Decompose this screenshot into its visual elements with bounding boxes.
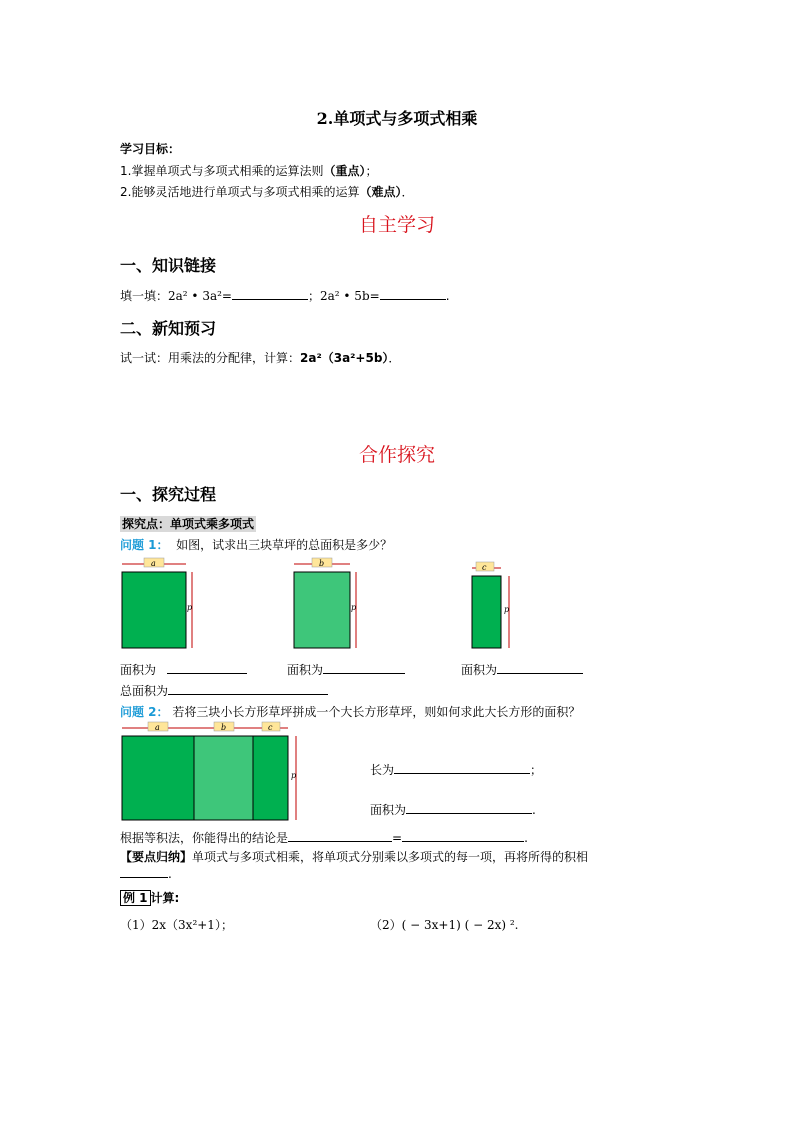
label-c2: c bbox=[268, 723, 273, 732]
question-1: 问题 1： 如图，试求出三块草坪的总面积是多少？ bbox=[120, 538, 393, 552]
objective-1: 1.掌握单项式与多项式相乘的运算法则（重点）； bbox=[120, 164, 378, 178]
lawn-rect-a bbox=[122, 572, 186, 648]
lawn-rect-c bbox=[472, 576, 501, 648]
page-title: 2.单项式与多项式相乘 bbox=[316, 109, 478, 128]
summary-line: 【要点归纳】单项式与多项式相乘，将单项式分别乘以多项式的每一项，再将所得的积相 bbox=[120, 850, 589, 864]
section-banner-cooperative: 合作探究 bbox=[358, 444, 435, 466]
process-heading: 一、探究过程 bbox=[120, 485, 217, 504]
knowledge-link-heading: 一、知识链接 bbox=[120, 256, 217, 275]
label-p1: p bbox=[187, 603, 193, 612]
combined-part-a bbox=[122, 736, 194, 820]
exploration-point-label: 探究点：单项式乘多项式 bbox=[122, 517, 255, 531]
example-1-heading: 例 1 计算: bbox=[120, 889, 179, 906]
total-area-blank[interactable] bbox=[168, 683, 328, 695]
example-1-part-2: （2）( − 3x+1) ( − 2x) ². bbox=[370, 918, 519, 932]
big-area-blank[interactable] bbox=[406, 802, 532, 814]
conclusion-blank-left[interactable] bbox=[288, 830, 392, 842]
summary-blank[interactable] bbox=[120, 866, 168, 878]
summary-continuation: . bbox=[120, 866, 172, 881]
objectives-heading: 学习目标： bbox=[120, 142, 181, 156]
three-lawns-figure bbox=[118, 556, 538, 656]
answer-blank-2[interactable] bbox=[380, 288, 446, 300]
combined-part-b bbox=[194, 736, 253, 820]
conclusion-blank-right[interactable] bbox=[402, 830, 524, 842]
label-p3: p bbox=[504, 605, 510, 614]
label-c1: c bbox=[482, 563, 487, 572]
lawn-rect-b bbox=[294, 572, 350, 648]
objective-2: 2.能够灵活地进行单项式与多项式相乘的运算（难点）． bbox=[120, 185, 414, 199]
label-b2: b bbox=[221, 723, 227, 732]
label-p4: p bbox=[291, 771, 297, 780]
length-blank[interactable] bbox=[394, 762, 530, 774]
fill-in-line: 填一填：2a² • 3a²= ；2a² • 5b= . bbox=[120, 289, 450, 303]
total-area-line: 总面积为 bbox=[120, 682, 328, 699]
length-line: 长为 ； bbox=[370, 763, 543, 777]
area-line-3: 面积为 bbox=[461, 661, 583, 678]
preview-heading: 二、新知预习 bbox=[120, 319, 217, 338]
question-2: 问题 2： 若将三块小长方形草坪拼成一个大长方形草坪，则如何求此大长方形的面积？ bbox=[120, 705, 581, 719]
section-banner-self-study: 自主学习 bbox=[358, 214, 435, 236]
area-blank-1[interactable] bbox=[167, 662, 247, 674]
try-line: 试一试：用乘法的分配律，计算：2a²（3a²+5b）． bbox=[120, 351, 401, 365]
label-b1: b bbox=[319, 559, 325, 568]
conclusion-line: 根据等积法，你能得出的结论是 = . bbox=[120, 831, 528, 845]
answer-blank-1[interactable] bbox=[232, 288, 308, 300]
label-a2: a bbox=[155, 723, 160, 732]
area-line-2: 面积为 bbox=[287, 661, 405, 678]
label-a1: a bbox=[151, 559, 156, 568]
example-1-part-1: （1）2x（3x²+1）； bbox=[120, 918, 233, 932]
label-p2: p bbox=[351, 603, 357, 612]
area-line-1: 面积为 bbox=[120, 661, 247, 678]
combined-lawn-figure bbox=[118, 720, 308, 824]
area-blank-2[interactable] bbox=[323, 662, 405, 674]
big-area-line: 面积为 . bbox=[370, 803, 536, 817]
area-blank-3[interactable] bbox=[497, 662, 583, 674]
combined-part-c bbox=[253, 736, 288, 820]
